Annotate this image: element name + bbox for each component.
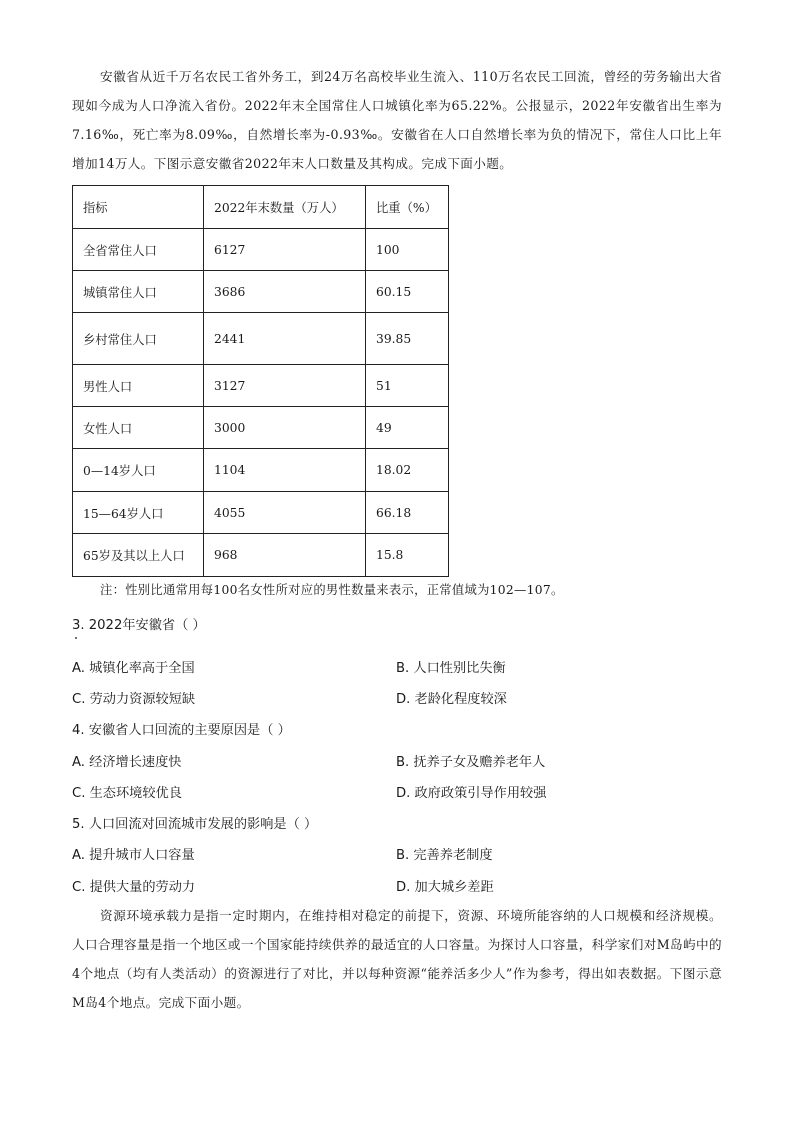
option-a[interactable]: A. 城镇化率高于全国 (72, 661, 195, 676)
table-cell: 65岁及其以上人口 (73, 534, 204, 577)
table-row (73, 449, 449, 492)
table-cell: 60.15 (366, 271, 449, 313)
table-cell: 0—14岁人口 (73, 449, 204, 492)
option-c[interactable]: C. 劳动力资源较短缺 (72, 692, 196, 707)
table-cell: 女性人口 (73, 407, 204, 449)
table-header-row (73, 186, 449, 229)
table-row (73, 492, 449, 534)
table-cell: 51 (366, 365, 449, 407)
table-cell: 49 (366, 407, 449, 449)
question-stem: 3. 2022年安徽省（ ） (72, 618, 206, 633)
table-cell: 3686 (204, 271, 366, 313)
intro-line: 省出生率为7.16‰，死亡率为8.09‰，自然增长率为-0.93‰。安徽省在人口自然增长率为负的情况下，常 (72, 98, 722, 142)
table-cell: 66.18 (366, 492, 449, 534)
table-row (73, 365, 449, 407)
table-cell: 乡村常住人口 (73, 313, 204, 365)
option-b[interactable]: B. 抚养子女及赡养老年人 (396, 755, 546, 770)
table-cell: 15.8 (366, 534, 449, 577)
option-d[interactable]: D. 老龄化程度较深 (396, 692, 507, 707)
paragraph-line: 们对M岛屿中的4个地点（均有人类活动）的资源进行了对比，并以每种资源“能养活多少人”作为参考， (72, 937, 722, 981)
table-cell: 39.85 (366, 313, 449, 365)
paragraph-line: 资源环境承载力是指一定时期内，在维持相对稳定的前提下，资源、环境所能容纳的人口规模和经济 (100, 908, 683, 923)
table-row (73, 229, 449, 271)
population-table (72, 185, 449, 577)
intro-line: 安徽省从近千万名农民工省外务工，到24万名高校毕业生流入、110万名农民工回流，曾经的劳务输 (100, 69, 683, 84)
table-cell: 3000 (204, 407, 366, 449)
option-c[interactable]: C. 生态环境较优良 (72, 786, 182, 801)
table-row (73, 313, 449, 365)
table-cell: 100 (366, 229, 449, 271)
table-cell: 4055 (204, 492, 366, 534)
table-row (73, 534, 449, 577)
second-paragraph (72, 901, 722, 1017)
question-stem: 5. 人口回流对回流城市发展的影响是（ ） (72, 817, 318, 832)
option-b[interactable]: B. 完善养老制度 (396, 848, 493, 863)
table-cell: 6127 (204, 229, 366, 271)
table-cell: 全省常住人口 (73, 229, 204, 271)
table-header-cell: 比重（%） (366, 186, 449, 229)
option-c[interactable]: C. 提供大量的劳动力 (72, 880, 196, 895)
table-cell: 3127 (204, 365, 366, 407)
question-stem: 4. 安徽省人口回流的主要原因是（ ） (72, 723, 291, 738)
intro-line: 住人口比上年增加14万人。下图示意安徽省2022年末人口数量及其构成。完成下面小题。 (72, 127, 722, 171)
option-a[interactable]: A. 提升城市人口容量 (72, 848, 195, 863)
option-d[interactable]: D. 加大城乡差距 (396, 880, 494, 895)
table-note: 注：性别比通常用每100名女性所对应的男性数量来表示，正常值域为102—107。 (100, 583, 564, 597)
option-b[interactable]: B. 人口性别比失衡 (396, 661, 506, 676)
option-d[interactable]: D. 政府政策引导作用较强 (396, 786, 547, 801)
table-cell: 968 (204, 534, 366, 577)
table-cell: 男性人口 (73, 365, 204, 407)
table-cell: 1104 (204, 449, 366, 492)
table-cell: 城镇常住人口 (73, 271, 204, 313)
table-row (73, 271, 449, 313)
table-header-cell: 指标 (73, 186, 204, 229)
table-row (73, 407, 449, 449)
table-cell: 18.02 (366, 449, 449, 492)
table-cell: 2441 (204, 313, 366, 365)
intro-paragraph (72, 62, 722, 178)
paragraph-line: 得出如表数据。下图示意M岛4个地点。完成下面小题。 (72, 966, 723, 1010)
dot-mark (75, 637, 77, 639)
option-a[interactable]: A. 经济增长速度快 (72, 755, 182, 770)
intro-line: 出大省现如今成为人口净流入省份。2022年末全国常住人口城镇化率为65.22%。公报显示，2022年安徽 (72, 69, 723, 113)
paragraph-line: 规模。人口合理容量是指一个地区或一个国家能持续供养的最适宜的人口容量。为探讨人口容量，科学家 (72, 908, 722, 952)
table-cell: 15—64岁人口 (73, 492, 204, 534)
table-header-cell: 2022年末数量（万人） (204, 186, 366, 229)
